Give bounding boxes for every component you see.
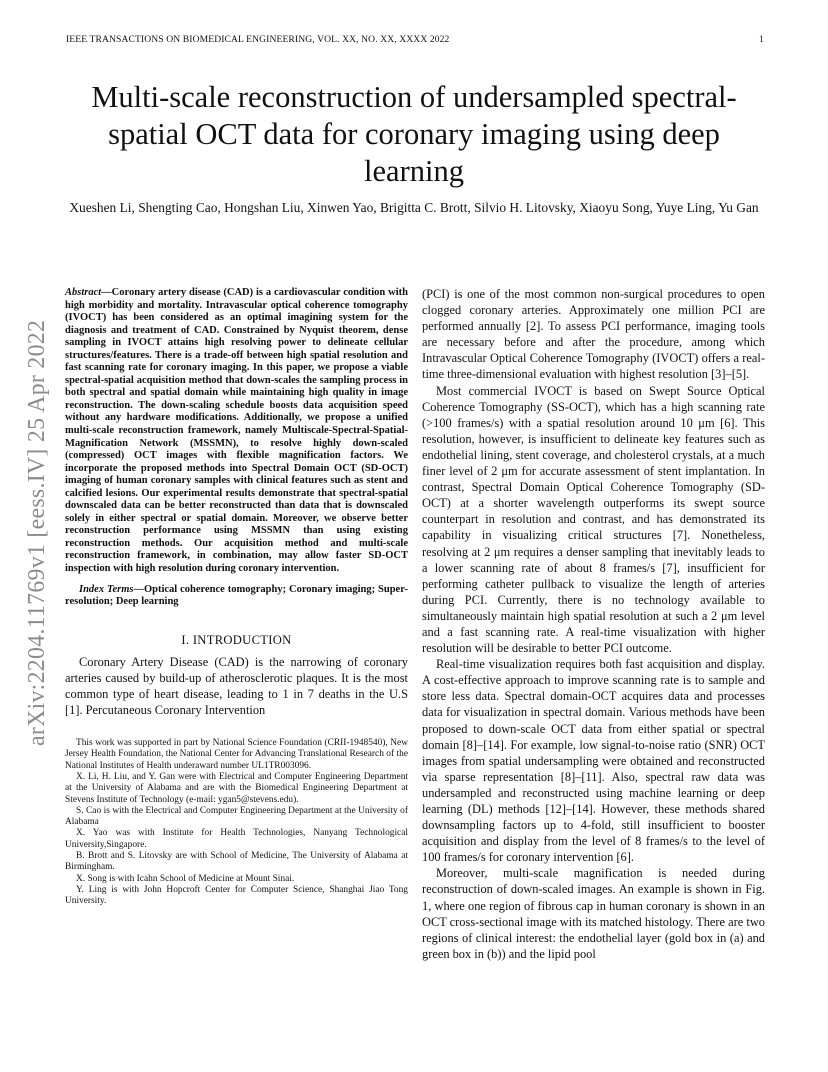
footnotes xyxy=(65,738,408,907)
page-number: 1 xyxy=(759,34,764,45)
body-paragraph: Most commercial IVOCT is based on Swept Source Optical Coherence Tomography (SS-OCT), which has a high scanning rate (>100 frames/s) with a spatial resolution around 10 μm [6]. This resolution, however, is insufficient to delineate key features such as endothelial lining, stent coverage, and cholesterol crystals, at a much finer level of 2 μm for accurate assessment of stent implantation. In contrast, Spectral Domain Optical Coherence Tomography (SD-OCT) at a shorter wavelength outperforms its swept source counterpart in resolution and contrast, and has demonstrated its capability in visualizing critical structures [7]. Nonetheless, resolving at 2 μm requires a denser sampling that inevitably leads to a lower scanning rate of about 8 frames/s [7], insufficient for performing catheter pullback to visualize the length of arteries during PCI. Currently, there is no technology available to simultaneously maintain high spatial resolution at such a 2 μm level and a fast scanning rate. A real-time visualization with higher resolution will be desirable to better PCI outcome. xyxy=(422,383,765,656)
right-column xyxy=(422,286,765,962)
body-paragraph: Real-time visualization requires both fast acquisition and display. A cost-effective approach to improve scanning rate is to sample and store less data. Spectral domain-OCT acquires data and processes data for visualization in spectral domain. Various methods have been proposed to down-scale OCT data from either spatial or spectral domain [8]–[14]. For example, low signal-to-noise ratio (SNR) OCT images from spatial undersampling were obtained and reconstructed via sparse representation [8]–[11]. Also, spectral raw data was undersampled and reconstructed using machine learning or deep learning (DL) methods [12]–[14]. However, these methods shared downsampling factors up to 4-fold, still insufficient to booster acquisition and display from the level of 8 frames/s to the level of 100 frames/s for coronary intervention [6]. xyxy=(422,657,765,865)
abstract-lead: Abstract xyxy=(65,287,102,298)
body-paragraph: (PCI) is one of the most common non-surgical procedures to open clogged coronary arteries. Approximately one million PCI are performed annually [2]. To assess PCI performance, imaging tools are necessary before and after the procedure, among which Intravascular Optical Coherence Tomography (IVOCT) offers a real-time three-dimensional evaluation with highest resolution [3]–[5]. xyxy=(422,287,765,382)
footnote: B. Brott and S. Litovsky are with School of Medicine, The University of Alabama at Birmingham. xyxy=(65,851,408,873)
section-heading: I. INTRODUCTION xyxy=(181,632,292,647)
index-terms xyxy=(65,584,408,609)
index-terms-lead: Index Terms xyxy=(79,583,134,595)
footnote: X. Song is with Icahn School of Medicine at Mount Sinai. xyxy=(76,873,295,884)
body-paragraph: Moreover, multi-scale magnification is needed during reconstruction of down-scaled images. An example is shown in Fig. 1, where one region of fibrous cap in human coronary is shown in an OCT cross-sectional image with its matched histology. There are two regions of clinical interest: the endothelial layer (gold box in (a) and green box in (b)) and the lipid pool xyxy=(422,866,765,961)
author-list: Xueshen Li, Shengting Cao, Hongshan Liu, Xinwen Yao, Brigitta C. Brott, Silvio H. Litovsky, Xiaoyu Song, Yuye Ling, Yu Gan xyxy=(69,200,759,215)
index-terms-text: —Optical coherence tomography; Coronary imaging; Super-resolution; Deep learning xyxy=(65,583,408,608)
paper-title: Multi-scale reconstruction of undersampled spectral-spatial OCT data for coronary imaging using deep learning xyxy=(91,80,737,188)
footnote: X. Yao was with Institute for Health Technologies, Nanyang Technological University,Singapore. xyxy=(65,828,408,850)
abstract xyxy=(65,287,408,576)
footnote: X. Li, H. Liu, and Y. Gan were with Electrical and Computer Engineering Department at the University of Alabama and are with the Biomedical Engineering Department at Stevens Institute of Technology (e-mail: ygan5@stevens.edu). xyxy=(65,771,408,805)
footnote: This work was supported in part by National Science Foundation (CRII-1948540), New Jersey Health Foundation, the National Center for Advancing Translational Research of the National Institutes of Health underaward number UL1TR003096. xyxy=(65,738,408,771)
footnote: S. Cao is with the Electrical and Computer Engineering Department at the University of Alabama xyxy=(65,805,408,828)
arxiv-stamp-text: arXiv:2204.11769v1 [eess.IV] 25 Apr 2022 xyxy=(24,319,50,746)
intro-paragraph: Coronary Artery Disease (CAD) is the narrowing of coronary arteries caused by build-up of atherosclerotic plaques. It is the most common type of heart disease, leading to 1 in 7 deaths in the U.S [1]. Percutaneous Coronary Intervention xyxy=(65,654,408,717)
left-column xyxy=(65,287,408,908)
running-head: IEEE TRANSACTIONS ON BIOMEDICAL ENGINEERING, VOL. XX, NO. XX, XXXX 2022 xyxy=(66,34,450,45)
abstract-text: —Coronary artery disease (CAD) is a cardiovascular condition with high morbidity and mortality. Intravascular optical coherence tomography (IVOCT) has been considered as an optimal imagining system for the diagnosis and treatment of CAD. Constrained by Nyquist theorem, dense sampling in IVOCT attains high resolving power to delineate cellular structures/features. There is a trade-off between high spatial resolution and fast scanning rate for coronary imaging. In this paper, we propose a viable spectral-spatial acquisition method that down-scales the sampling process in both spectral and spatial domain while maintaining high quality in image reconstruction. The down-scaling schedule boosts data acquisition speed without any hardware modifications. Additionally, we propose a unified multi-scale reconstruction framework, namely Multiscale-Spectral-Spatial-Magnification Network (MSSMN), to resolve highly down-scaled (compressed) OCT images with flexible magnification factors. We incorporate the proposed methods into Spectral Domain OCT (SD-OCT) imaging of human coronary samples with clinical features such as stent and calcified lesions. Our experimental results demonstrate that spectral-spatial downscaled data can be better reconstructed than data that is downscaled solely in either spectral or spatial domain. Moreover, we observe better reconstruction performance using MSSMN than using existing reconstruction methods. Our acquisition method and multi-scale reconstruction framework, in combination, may allow faster SD-OCT inspection with high resolution during coronary intervention. xyxy=(65,287,408,575)
footnote: Y. Ling is with John Hopcroft Center for Computer Science, Shanghai Jiao Tong University. xyxy=(65,884,408,907)
